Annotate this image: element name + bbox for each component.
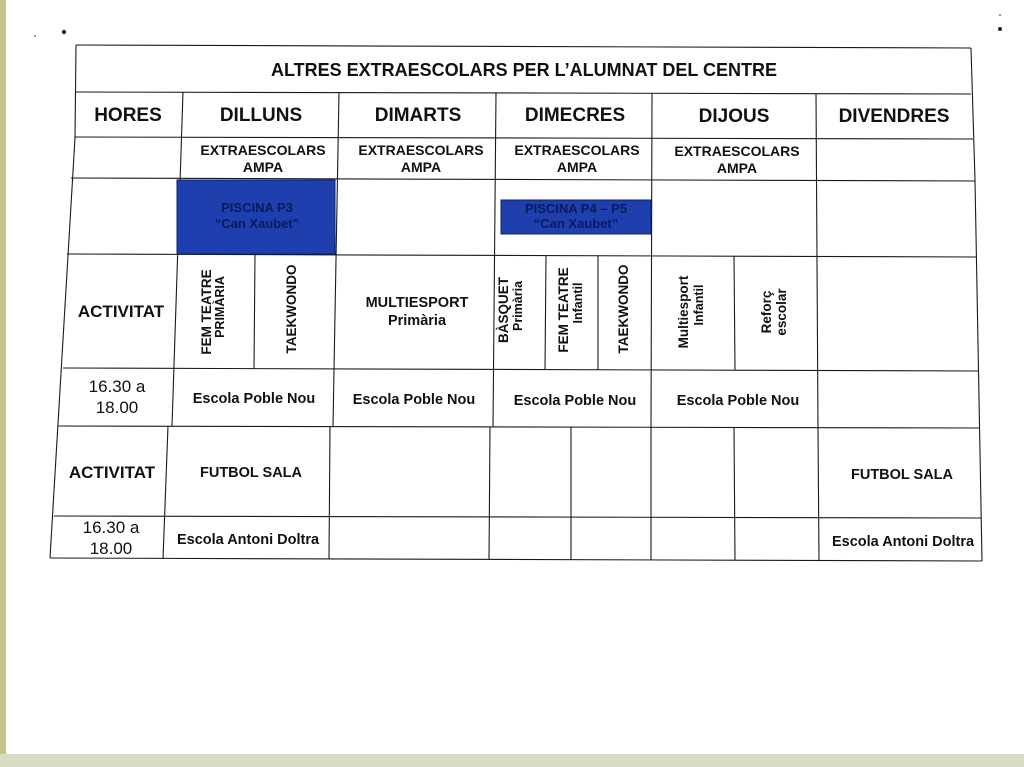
activity-dilluns-0-line1: FEM TEATRE <box>199 269 214 355</box>
activity-dilluns-0-line2: PRIMÀRIA <box>213 276 227 338</box>
header-dimecres: DIMECRES <box>524 105 626 126</box>
activity2-divendres: FUTBOL SALA <box>850 467 954 483</box>
col-hores-dilluns <box>172 92 183 426</box>
activity-dimecres-1-line1: FEM TEATRE <box>556 267 571 353</box>
time-row-dimecres: Escola Poble Nou <box>513 393 637 409</box>
pool-dilluns-line1: PISCINA P3 <box>221 200 293 215</box>
activity-dijous-1-line1: Reforç <box>759 290 774 334</box>
ampa-dilluns-2: AMPA <box>242 159 284 175</box>
activity-dimarts-line1: MULTIESPORT <box>365 295 469 311</box>
corner-dot-right-faint <box>999 14 1001 16</box>
ampa-dimecres-1: EXTRAESCOLARS <box>514 142 640 158</box>
time-row-dimarts: Escola Poble Nou <box>352 392 476 408</box>
paper-bottom-band <box>0 754 1024 767</box>
ampa-dijous-1: EXTRAESCOLARS <box>674 143 800 159</box>
time-row <box>89 377 800 417</box>
ampa-dimarts-2: AMPA <box>400 159 442 175</box>
activity-dijous-0-line2: Infantil <box>692 284 706 326</box>
activity-dimecres-taekwondo: TAEKWONDO <box>616 264 631 354</box>
col-dimarts-dimecres <box>493 93 496 427</box>
time-row-hour-1: 16.30 a <box>88 377 146 396</box>
pool-row <box>177 180 651 254</box>
rule-under-activity <box>63 368 978 371</box>
header-dimarts: DIMARTS <box>374 105 462 126</box>
activity-dilluns-taekwondo: TAEKWONDO <box>284 264 299 354</box>
header-hores: HORES <box>94 105 162 126</box>
sub-dimecres-1 <box>545 256 546 370</box>
activity-dimecres-0-line1: BÀSQUET <box>496 276 511 344</box>
sub-dijous <box>734 256 735 370</box>
rule-under-title <box>75 92 971 94</box>
low-col-6 <box>734 428 735 560</box>
rule-bottom <box>50 558 982 561</box>
activity-row <box>78 265 789 355</box>
col-dimecres-dijous <box>651 93 652 427</box>
activity-label: ACTIVITAT <box>77 302 165 321</box>
activity-dijous-reforc <box>759 288 789 336</box>
ampa-row <box>200 142 799 176</box>
header-row <box>94 105 949 127</box>
activity-dimecres-1-line2: Infantil <box>571 282 585 324</box>
time-row2-hour-1: 16.30 a <box>82 518 140 537</box>
activity-dilluns-fem-teatre <box>199 269 227 354</box>
rule-under-header <box>75 137 973 139</box>
sub-dilluns <box>254 255 255 369</box>
header-divendres: DIVENDRES <box>838 106 950 127</box>
paper-left-edge <box>0 0 6 767</box>
activity-dimarts-line2: Primària <box>387 313 447 329</box>
page-title: ALTRES EXTRAESCOLARS PER L’ALUMNAT DEL CENTRE <box>270 60 778 80</box>
ampa-dilluns-1: EXTRAESCOLARS <box>200 142 326 158</box>
frame-left-lower <box>50 138 75 558</box>
low-col-2 <box>329 426 330 559</box>
activity-row-2 <box>69 463 954 483</box>
header-dijous: DIJOUS <box>698 106 770 127</box>
header-dilluns: DILLUNS <box>219 105 303 126</box>
time-row-2 <box>83 518 975 558</box>
activity2-label: ACTIVITAT <box>68 463 156 482</box>
pool-dimecres-line1: PISCINA P4 – P5 <box>524 201 628 216</box>
time-row-hour-2: 18.00 <box>95 398 139 417</box>
ampa-dijous-2: AMPA <box>716 160 758 176</box>
ampa-dimecres-2: AMPA <box>556 159 598 175</box>
col-dijous-divendres <box>816 94 818 428</box>
activity-dijous-1-line2: escolar <box>774 288 789 336</box>
frame-right <box>971 48 975 180</box>
activity-dimecres-fem-teatre <box>556 267 585 352</box>
activity-dijous-multiesport <box>676 275 706 348</box>
ampa-dimarts-1: EXTRAESCOLARS <box>358 142 484 158</box>
pool-dimecres-line2: “Can Xaubet” <box>533 216 619 231</box>
low-col-1 <box>163 426 168 559</box>
rule-under-activity2 <box>54 516 981 518</box>
rule-under-time <box>58 426 979 428</box>
corner-dot-left-faint <box>34 35 36 37</box>
time-row-dilluns: Escola Poble Nou <box>192 391 316 407</box>
col-dilluns-dimarts <box>333 93 339 426</box>
activity-dijous-0-line1: Multiesport <box>676 275 691 349</box>
activity-dimecres-basquet <box>496 276 525 343</box>
pool-dilluns-line2: “Can Xaubet” <box>214 216 300 231</box>
time-row-dijous: Escola Poble Nou <box>676 393 800 409</box>
activity-dimecres-0-line2: Primària <box>511 280 525 332</box>
frame-top <box>76 45 971 48</box>
low-col-3 <box>489 427 490 560</box>
low-col-7 <box>818 428 819 561</box>
time-row2-dilluns: Escola Antoni Doltra <box>176 532 320 548</box>
time-row2-divendres: Escola Antoni Doltra <box>831 534 975 550</box>
corner-dot-right <box>998 27 1002 31</box>
time-row2-hour-2: 18.00 <box>89 539 133 558</box>
corner-dot-left <box>62 30 66 34</box>
activity2-dilluns: FUTBOL SALA <box>199 465 303 481</box>
